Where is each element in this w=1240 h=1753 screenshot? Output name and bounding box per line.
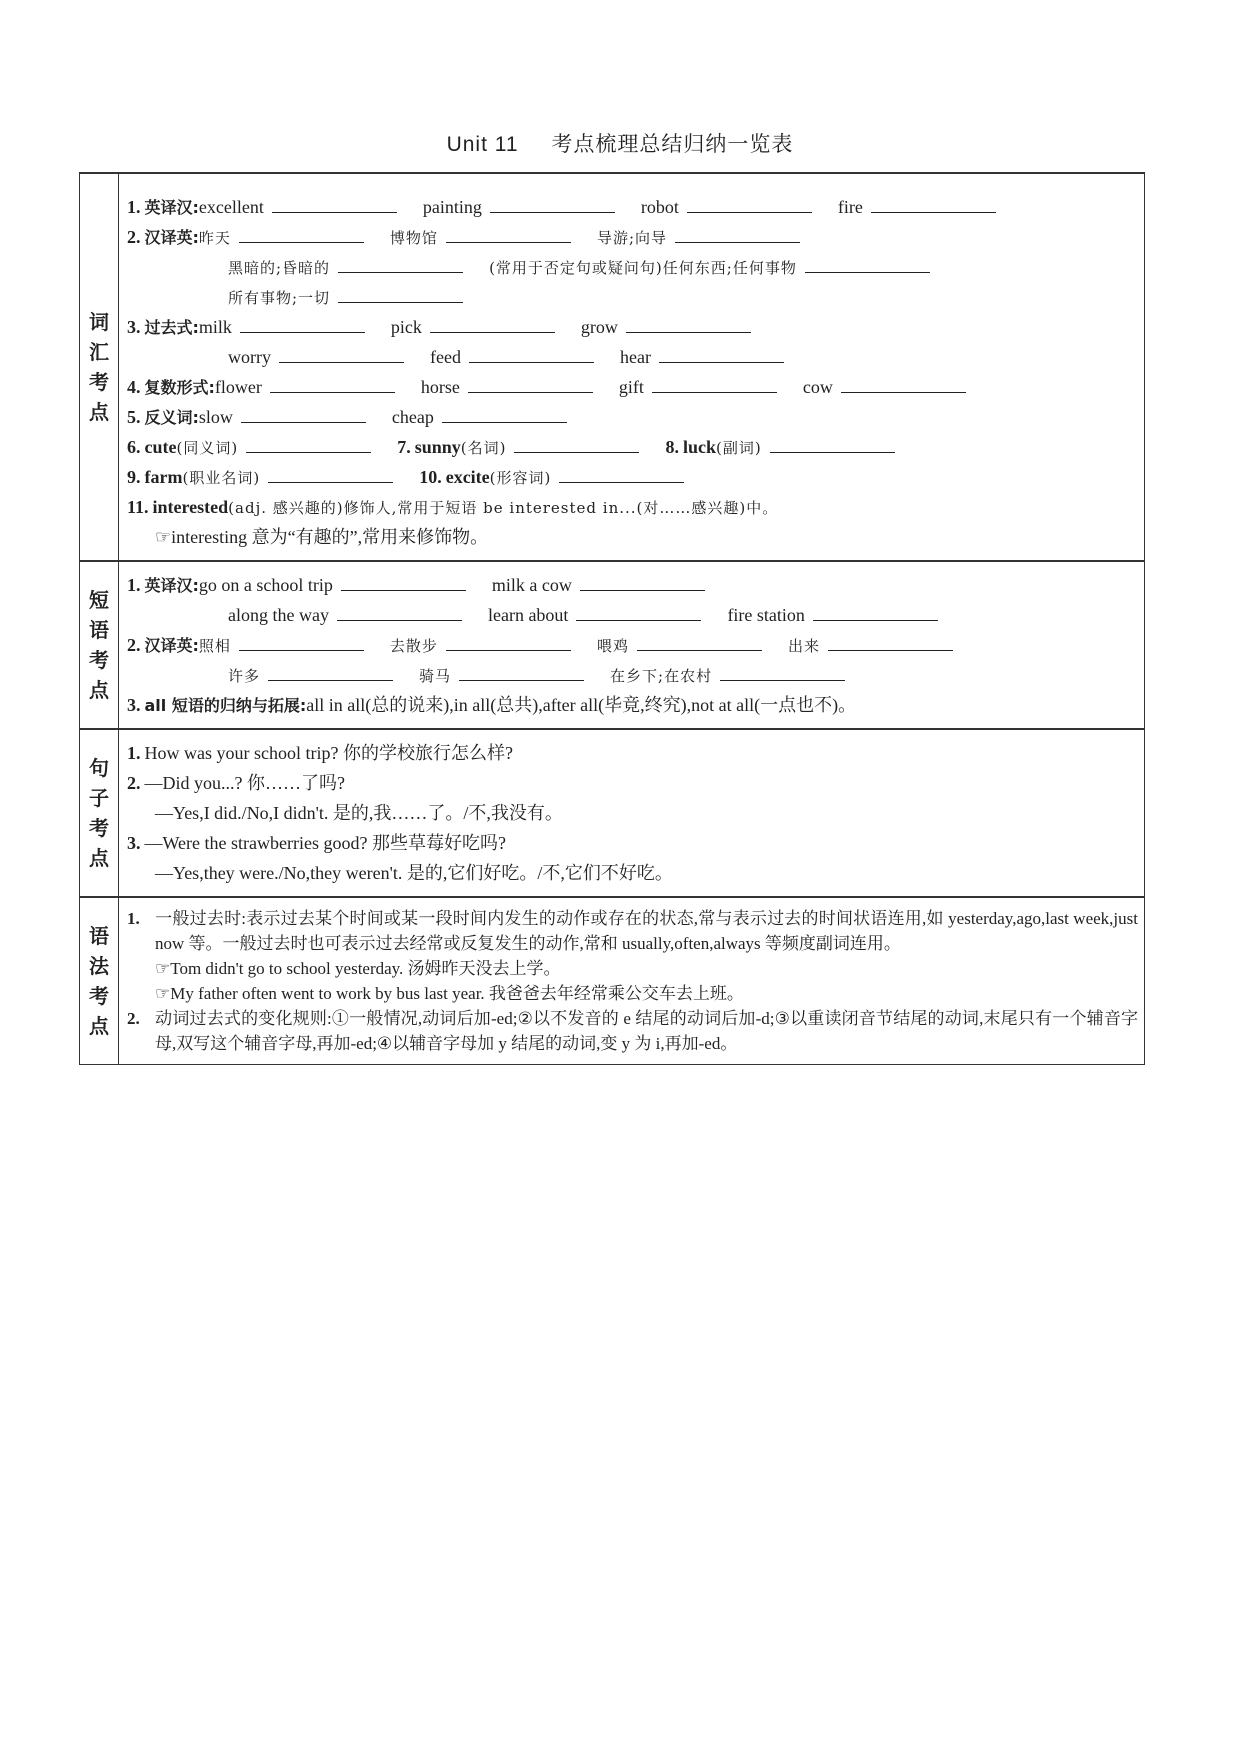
content-line [127, 252, 1138, 282]
item-number: 1. [127, 743, 141, 763]
content-line [127, 738, 1138, 768]
item-text: 导游;向导 [596, 229, 667, 247]
exercise-item [803, 372, 970, 402]
content-line [127, 192, 1138, 222]
exercise-item [228, 342, 408, 372]
section-label-text: 短语考点 [89, 588, 109, 702]
item-heading: 汉译英: [144, 636, 199, 655]
answer-blank[interactable] [459, 662, 584, 681]
exercise-item [641, 192, 816, 222]
item-text: horse [420, 377, 460, 397]
content-line [127, 372, 1138, 402]
paragraph-text: 一般过去时:表示过去某个时间或某一段时间内发生的动作或存在的状态,常与表示过去的时间状语连用,如 yesterday,ago,last week,just now 等。一般过去时也可表示过去经常或反复发生的动作,常和 usually,often,always 等频度副词连用。 [155, 909, 1138, 953]
exercise-item [492, 570, 709, 600]
content-line [127, 798, 1138, 828]
exercise-item [155, 798, 563, 828]
item-text: pick [390, 317, 422, 337]
title-text: 考点梳理总结归纳一览表 [551, 133, 794, 156]
content-line [127, 858, 1138, 888]
answer-blank[interactable] [239, 224, 364, 243]
item-heading: 汉译英: [144, 228, 199, 247]
content-line [127, 690, 1138, 720]
page-title [0, 128, 1240, 158]
answer-blank[interactable] [469, 344, 594, 363]
content-line [127, 462, 1138, 492]
answer-blank[interactable] [490, 194, 615, 213]
content-line [127, 768, 1138, 798]
item-text: hear [619, 347, 651, 367]
item-number: 4. [127, 377, 141, 397]
item-text: along the way [228, 605, 329, 625]
exercise-item [419, 462, 688, 493]
answer-blank[interactable] [675, 224, 800, 243]
item-text: milk [198, 317, 232, 337]
answer-blank[interactable] [871, 194, 996, 213]
item-text: —Yes,I did./No,I didn't. 是的,我……了。/不,我没有。 [155, 803, 563, 823]
item-text: feed [430, 347, 461, 367]
item-text: cute [144, 437, 177, 457]
item-text: 许多 [228, 667, 261, 685]
section-vocabulary [80, 173, 1145, 561]
item-number: 3. [127, 833, 141, 853]
exercise-item [581, 312, 755, 342]
answer-blank[interactable] [720, 662, 845, 681]
exercise-item [488, 600, 705, 630]
exercise-item [423, 192, 619, 222]
exercise-item [306, 690, 856, 720]
answer-blank[interactable] [626, 314, 751, 333]
item-number: 2. [127, 227, 141, 247]
item-text: 在乡下;在农村 [610, 667, 713, 685]
section-content [119, 561, 1145, 729]
content-line [127, 432, 1138, 462]
section-label-text: 词汇考点 [89, 310, 109, 424]
item-text: gift [618, 377, 644, 397]
answer-blank[interactable] [828, 632, 953, 651]
item-text: 博物馆 [389, 229, 438, 247]
item-number: 6. [127, 437, 141, 457]
unit-label: Unit 11 [446, 133, 519, 156]
answer-blank[interactable] [687, 194, 812, 213]
item-heading: 反义词: [144, 408, 199, 427]
answer-blank[interactable] [430, 314, 555, 333]
item-text: cow [802, 377, 833, 397]
exercise-item [127, 432, 375, 463]
item-text: milk a cow [491, 575, 572, 595]
content-line [127, 630, 1138, 660]
exercise-item [215, 372, 399, 402]
answer-blank[interactable] [337, 602, 462, 621]
item-note: (同义词) [176, 439, 239, 457]
answer-blank[interactable] [576, 602, 701, 621]
item-note: (adj. 感兴趣的)修饰人,常用于短语 be interested in...(对……感兴趣)中。 [228, 499, 779, 517]
exercise-item [228, 660, 397, 691]
answer-blank[interactable] [246, 434, 371, 453]
item-text: learn about [487, 605, 569, 625]
exercise-item [228, 282, 467, 313]
paragraph-text: ☞Tom didn't go to school yesterday. 汤姆昨天没去上学。 [155, 959, 561, 978]
content-line [127, 600, 1138, 630]
answer-blank[interactable] [637, 632, 762, 651]
section-label [80, 173, 119, 561]
item-text: farm [144, 467, 183, 487]
item-note: (副词) [715, 439, 762, 457]
exercise-item [127, 492, 778, 523]
answer-blank[interactable] [770, 434, 895, 453]
section-label-text: 语法考点 [89, 924, 109, 1038]
item-number: 3. [127, 317, 141, 337]
exercise-item [610, 660, 849, 691]
section-label [80, 729, 119, 897]
content-line [127, 342, 1138, 372]
item-number: 7. [397, 437, 411, 457]
exercise-item [619, 372, 781, 402]
answer-blank[interactable] [813, 602, 938, 621]
exercise-item [127, 462, 397, 493]
item-text: —Yes,they were./No,they weren't. 是的,它们好吃。/不,它们不好吃。 [155, 863, 673, 883]
item-text: excite [445, 467, 490, 487]
item-text: ☞interesting 意为“有趣的”,常用来修饰物。 [155, 527, 489, 547]
content-line [127, 492, 1138, 522]
exercise-item [597, 222, 804, 253]
exercise-item [788, 630, 957, 661]
answer-blank[interactable] [442, 404, 567, 423]
answer-blank[interactable] [241, 404, 366, 423]
answer-blank[interactable] [341, 572, 466, 591]
item-number: 9. [127, 467, 141, 487]
content-line [127, 522, 1138, 552]
answer-blank[interactable] [468, 374, 593, 393]
item-number: 10. [419, 467, 442, 487]
exercise-item [419, 660, 588, 691]
item-text: grow [580, 317, 618, 337]
answer-blank[interactable] [240, 314, 365, 333]
summary-table [79, 172, 1145, 1065]
section-content [119, 173, 1145, 561]
section-content [119, 729, 1145, 897]
item-text: fire station [727, 605, 805, 625]
item-note: (职业名词) [182, 469, 261, 487]
item-text: How was your school trip? 你的学校旅行怎么样? [144, 743, 513, 763]
item-heading: all 短语的归纳与拓展: [144, 696, 307, 715]
item-text: painting [422, 197, 482, 217]
content-line [127, 660, 1138, 690]
item-number: 1. [127, 575, 141, 595]
answer-blank[interactable] [659, 344, 784, 363]
paragraph-text: 动词过去式的变化规则:①一般情况,动词后加-ed;②以不发音的 e 结尾的动词后加-d;③以重读闭音节结尾的动词,末尾只有一个辅音字母,双写这个辅音字母,再加-ed;④以辅音字母加 y 结尾的动词,变 y 为 i,再加-ed。 [155, 1009, 1138, 1053]
item-heading: 复数形式: [144, 378, 215, 397]
item-text: go on a school trip [198, 575, 333, 595]
item-text: flower [214, 377, 262, 397]
grammar-paragraph [127, 906, 1138, 956]
item-text: slow [198, 407, 233, 427]
section-label-text: 句子考点 [89, 756, 109, 870]
exercise-item [727, 600, 941, 630]
answer-blank[interactable] [279, 344, 404, 363]
item-number: 1. [127, 909, 140, 928]
grammar-paragraph [127, 1006, 1138, 1056]
answer-blank[interactable] [272, 194, 397, 213]
answer-blank[interactable] [239, 632, 364, 651]
item-text: worry [228, 347, 271, 367]
paragraph-text: ☞My father often went to work by bus last year. 我爸爸去年经常乘公交车去上班。 [155, 984, 744, 1003]
item-text: sunny [414, 437, 461, 457]
item-text: 出来 [787, 637, 820, 655]
item-text: all in all(总的说来),in all(总共),after all(毕竟,终究),not at all(一点也不)。 [306, 695, 857, 715]
item-text: 所有事物;一切 [228, 289, 331, 307]
content-line [127, 282, 1138, 312]
item-text: 昨天 [198, 229, 231, 247]
exercise-item [145, 828, 506, 858]
item-text: cheap [391, 407, 434, 427]
exercise-item [838, 192, 1000, 222]
answer-blank[interactable] [338, 284, 463, 303]
exercise-item [390, 222, 575, 253]
item-text: 喂鸡 [596, 637, 629, 655]
item-number: 8. [665, 437, 679, 457]
item-number: 5. [127, 407, 141, 427]
item-heading: 英译汉: [144, 576, 199, 595]
item-text: robot [640, 197, 679, 217]
section-label [80, 561, 119, 729]
answer-blank[interactable] [446, 632, 571, 651]
content-line [127, 402, 1138, 432]
exercise-item [199, 312, 369, 342]
exercise-item [397, 432, 643, 463]
exercise-item [145, 768, 345, 798]
section-sentences [80, 729, 1145, 897]
answer-blank[interactable] [338, 254, 463, 273]
answer-blank[interactable] [446, 224, 571, 243]
item-text: interested [152, 497, 229, 517]
item-number: 1. [127, 197, 141, 217]
exercise-item [228, 252, 467, 283]
exercise-item [391, 312, 559, 342]
exercise-item [155, 522, 488, 552]
exercise-item [597, 630, 766, 661]
exercise-item [392, 402, 571, 432]
section-content [119, 897, 1145, 1065]
answer-blank[interactable] [268, 464, 393, 483]
answer-blank[interactable] [580, 572, 705, 591]
item-number: 2. [127, 635, 141, 655]
exercise-item [390, 630, 575, 661]
item-heading: 过去式: [144, 318, 199, 337]
section-grammar [80, 897, 1145, 1065]
content-line [127, 312, 1138, 342]
item-text: —Did you...? 你……了吗? [144, 773, 345, 793]
grammar-paragraph [127, 981, 1138, 1006]
answer-blank[interactable] [652, 374, 777, 393]
exercise-item [199, 222, 368, 253]
exercise-item [421, 372, 597, 402]
item-text: fire [837, 197, 863, 217]
item-text: 照相 [198, 637, 231, 655]
exercise-item [430, 342, 598, 372]
item-note: (名词) [460, 439, 507, 457]
content-line [127, 828, 1138, 858]
exercise-item [665, 432, 898, 463]
answer-blank[interactable] [270, 374, 395, 393]
answer-blank[interactable] [268, 662, 393, 681]
exercise-item [489, 252, 934, 283]
answer-blank[interactable] [514, 434, 639, 453]
item-heading: 英译汉: [144, 198, 199, 217]
answer-blank[interactable] [841, 374, 966, 393]
section-phrases [80, 561, 1145, 729]
exercise-item [199, 630, 368, 661]
item-text: 黑暗的;昏暗的 [228, 259, 331, 277]
content-line [127, 222, 1138, 252]
section-label [80, 897, 119, 1065]
item-text: (常用于否定句或疑问句)任何东西;任何事物 [489, 259, 797, 277]
item-text: 骑马 [419, 667, 452, 685]
exercise-item [155, 858, 673, 888]
item-number: 3. [127, 695, 141, 715]
item-text: —Were the strawberries good? 那些草莓好吃吗? [144, 833, 506, 853]
answer-blank[interactable] [559, 464, 684, 483]
item-number: 2. [127, 773, 141, 793]
exercise-item [228, 600, 466, 630]
item-note: (形容词) [489, 469, 552, 487]
item-text: luck [682, 437, 716, 457]
item-number: 2. [127, 1009, 140, 1028]
exercise-item [199, 402, 370, 432]
grammar-paragraph [127, 956, 1138, 981]
exercise-item [145, 738, 513, 768]
item-text: excellent [198, 197, 264, 217]
exercise-item [199, 192, 401, 222]
content-line [127, 570, 1138, 600]
item-text: 去散步 [389, 637, 438, 655]
exercise-item [199, 570, 470, 600]
answer-blank[interactable] [805, 254, 930, 273]
exercise-item [620, 342, 788, 372]
item-number: 11. [127, 497, 149, 517]
